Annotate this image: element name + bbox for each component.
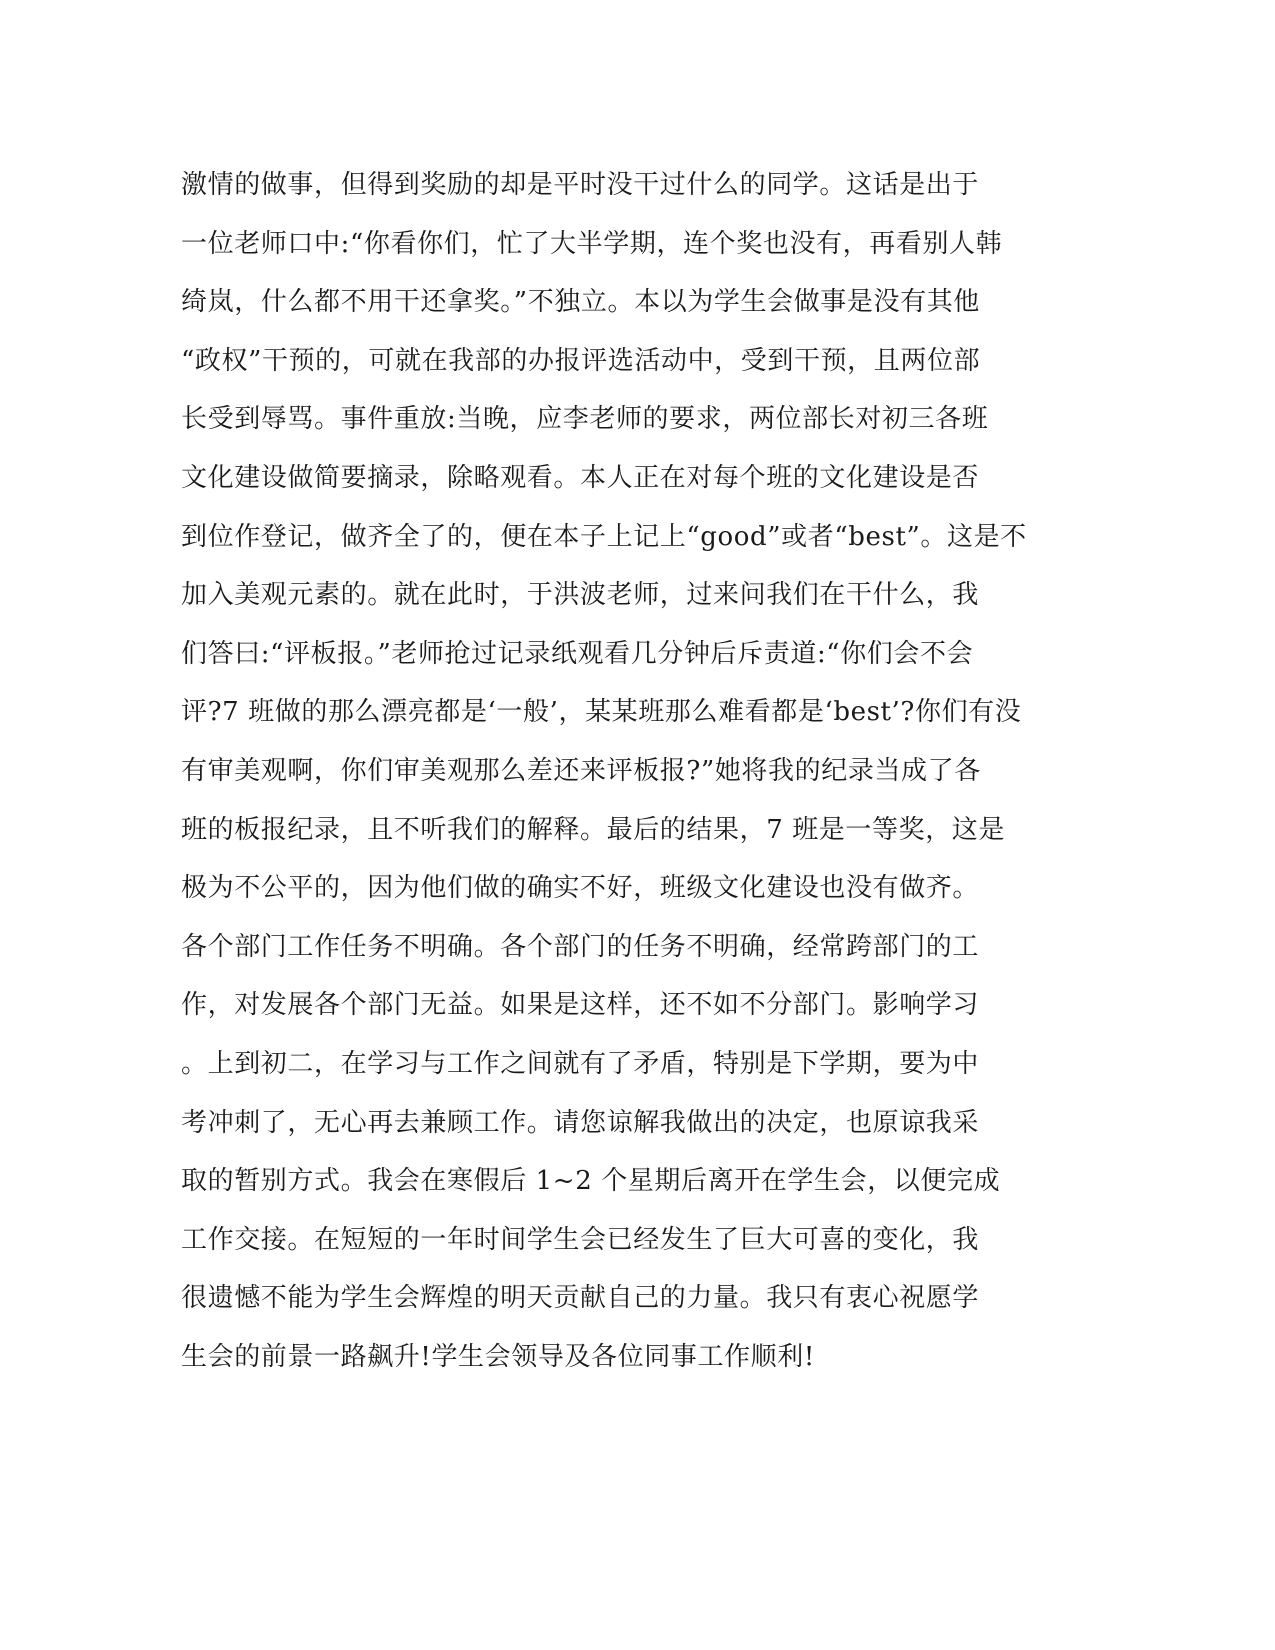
text-line: 激情的做事，但得到奖励的却是平时没干过什么的同学。这话是出于 bbox=[181, 170, 980, 200]
text-line: 到位作登记，做齐全了的，便在本子上记上“good”或者“best”。这是不 bbox=[181, 521, 1027, 552]
text-line: 评?7 班做的那么漂亮都是‘一般’，某某班那么难看都是‘best’?你们有没 bbox=[181, 697, 1022, 728]
text-line: 生会的前景一路飙升!学生会领导及各位同事工作顺利! bbox=[181, 1341, 815, 1372]
text-line: “政权”干预的，可就在我部的办报评选活动中，受到干预，且两位部 bbox=[181, 345, 981, 376]
text-line: 很遗憾不能为学生会辉煌的明天贡献自己的力量。我只有衷心祝愿学 bbox=[181, 1283, 980, 1314]
text-line: 加入美观元素的。就在此时，于洪波老师，过来问我们在干什么，我 bbox=[181, 580, 980, 611]
text-line: 绮岚，什么都不用干还拿奖。”不独立。本以为学生会做事是没有其他 bbox=[181, 287, 980, 318]
text-line: 作，对发展各个部门无益。如果是这样，还不如不分部门。影响学习 bbox=[181, 990, 980, 1021]
text-line: 长受到辱骂。事件重放:当晚，应李老师的要求，两位部长对初三各班 bbox=[181, 404, 989, 435]
body-text bbox=[181, 156, 1041, 1386]
text-line: 有审美观啊，你们审美观那么差还来评板报?”她将我的纪录当成了各 bbox=[181, 755, 981, 786]
text-line: 各个部门工作任务不明确。各个部门的任务不明确，经常跨部门的工 bbox=[181, 931, 980, 962]
text-line: 极为不公平的，因为他们做的确实不好，班级文化建设也没有做齐。 bbox=[181, 873, 980, 904]
text-line: 班的板报纪录，且不听我们的解释。最后的结果，7 班是一等奖，这是 bbox=[181, 814, 1006, 845]
text-line: 取的暂别方式。我会在寒假后 1~2 个星期后离开在学生会，以便完成 bbox=[181, 1166, 1001, 1197]
text-line: 考冲刺了，无心再去兼顾工作。请您谅解我做出的决定，也原谅我采 bbox=[181, 1107, 980, 1138]
text-line: 。上到初二，在学习与工作之间就有了矛盾，特别是下学期，要为中 bbox=[181, 1048, 980, 1079]
text-line: 文化建设做简要摘录，除略观看。本人正在对每个班的文化建设是否 bbox=[181, 462, 980, 493]
text-line: 一位老师口中:“你看你们，忙了大半学期，连个奖也没有，再看别人韩 bbox=[181, 228, 1003, 259]
text-line: 们答曰:“评板报。”老师抢过记录纸观看几分钟后斥责道:“你们会不会 bbox=[181, 638, 974, 669]
text-line: 工作交接。在短短的一年时间学生会已经发生了巨大可喜的变化，我 bbox=[181, 1224, 980, 1255]
